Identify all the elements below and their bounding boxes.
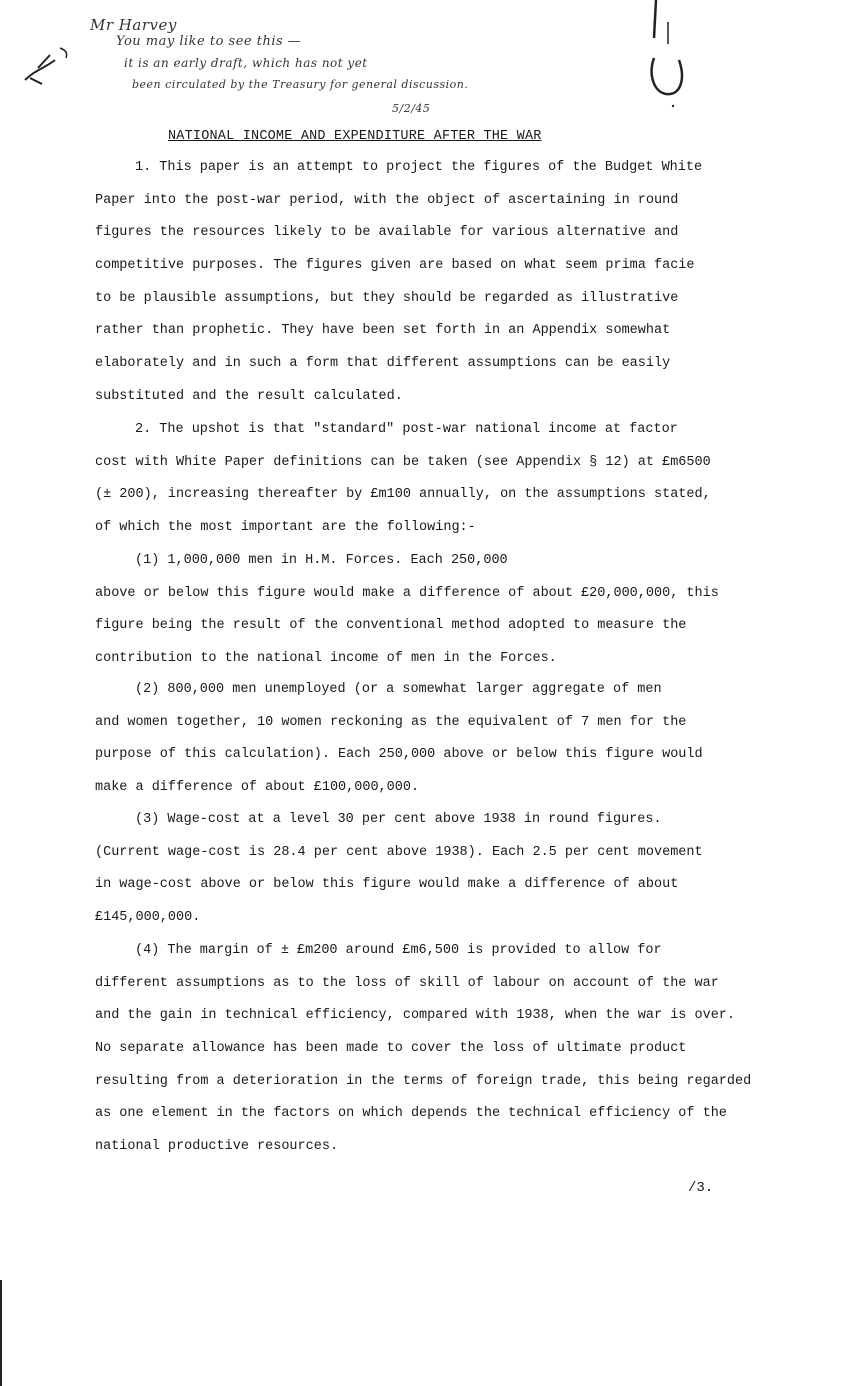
handwritten-line: You may like to see this — — [116, 34, 302, 49]
text-line: and women together, 10 women reckoning as the equivalent of 7 men for the — [95, 714, 687, 730]
document-title: NATIONAL INCOME AND EXPENDITURE AFTER THE WAR — [168, 129, 542, 144]
paragraph-assumption-1 — [95, 545, 775, 676]
paragraph-assumption-4 — [95, 935, 775, 1164]
text-line: £145,000,000. — [95, 910, 201, 926]
text-line: make a difference of about £100,000,000. — [95, 780, 420, 796]
text-line: (4) The margin of ± £m200 around £m6,500 is provided to allow for — [135, 943, 662, 958]
text-line: in wage-cost above or below this figure would make a difference of about — [95, 877, 679, 893]
text-line: of which the most important are the following:- — [95, 520, 476, 536]
handwritten-line: Mr Harvey — [90, 16, 177, 34]
text-line: national productive resources. — [95, 1139, 339, 1155]
text-line: (Current wage-cost is 28.4 per cent above 1938). Each 2.5 per cent movement — [95, 844, 703, 860]
text-line: elaborately and in such a form that different assumptions can be easily — [95, 356, 671, 372]
handwritten-line: been circulated by the Treasury for general discussion. — [132, 78, 469, 91]
text-line: purpose of this calculation). Each 250,000 above or below this figure would — [95, 747, 703, 763]
text-line: cost with White Paper definitions can be taken (see Appendix § 12) at £m6500 — [95, 454, 711, 470]
text-line: contribution to the national income of men in the Forces. — [95, 651, 557, 667]
text-line: rather than prophetic. They have been set forth in an Appendix somewhat — [95, 323, 671, 339]
text-line: resulting from a deterioration in the terms of foreign trade, this being regarded — [95, 1073, 752, 1089]
scan-edge-line — [0, 1280, 2, 1386]
pencil-mark — [646, 0, 691, 110]
text-line: figure being the result of the conventional method adopted to measure the — [95, 618, 687, 634]
text-line: (2) 800,000 men unemployed (or a somewhat larger aggregate of men — [135, 682, 662, 697]
text-line: competitive purposes. The figures given are based on what seem prima facie — [95, 258, 695, 274]
text-line: (± 200), increasing thereafter by £m100 annually, on the assumptions stated, — [95, 487, 711, 503]
paragraph-1 — [95, 152, 775, 414]
text-line: substituted and the result calculated. — [95, 388, 403, 404]
text-line: figures the resources likely to be available for various alternative and — [95, 225, 679, 241]
paragraph-assumption-2 — [95, 674, 775, 805]
text-line: 1. This paper is an attempt to project the figures of the Budget White — [135, 160, 703, 175]
text-line: different assumptions as to the loss of skill of labour on account of the war — [95, 975, 719, 991]
text-line: as one element in the factors on which depends the technical efficiency of the — [95, 1106, 727, 1122]
text-line: (3) Wage-cost at a level 30 per cent above 1938 in round figures. — [135, 812, 662, 827]
page-continuation-marker: /3. — [688, 1180, 714, 1196]
text-line: (1) 1,000,000 men in H.M. Forces. Each 250,000 — [135, 553, 508, 568]
paragraph-2 — [95, 414, 775, 545]
text-line: 2. The upshot is that "standard" post-war national income at factor — [135, 422, 678, 437]
text-line: No separate allowance has been made to cover the loss of ultimate product — [95, 1041, 687, 1057]
text-line: Paper into the post-war period, with the object of ascertaining in round — [95, 192, 679, 208]
handwritten-note — [20, 10, 480, 130]
handwritten-line: it is an early draft, which has not yet — [124, 56, 368, 70]
text-line: above or below this figure would make a difference of about £20,000,000, this — [95, 585, 719, 601]
paragraph-assumption-3 — [95, 804, 775, 935]
text-line: and the gain in technical efficiency, compared with 1938, when the war is over. — [95, 1008, 736, 1024]
handwritten-date: 5/2/45 — [392, 102, 431, 115]
text-line: to be plausible assumptions, but they should be regarded as illustrative — [95, 290, 679, 306]
